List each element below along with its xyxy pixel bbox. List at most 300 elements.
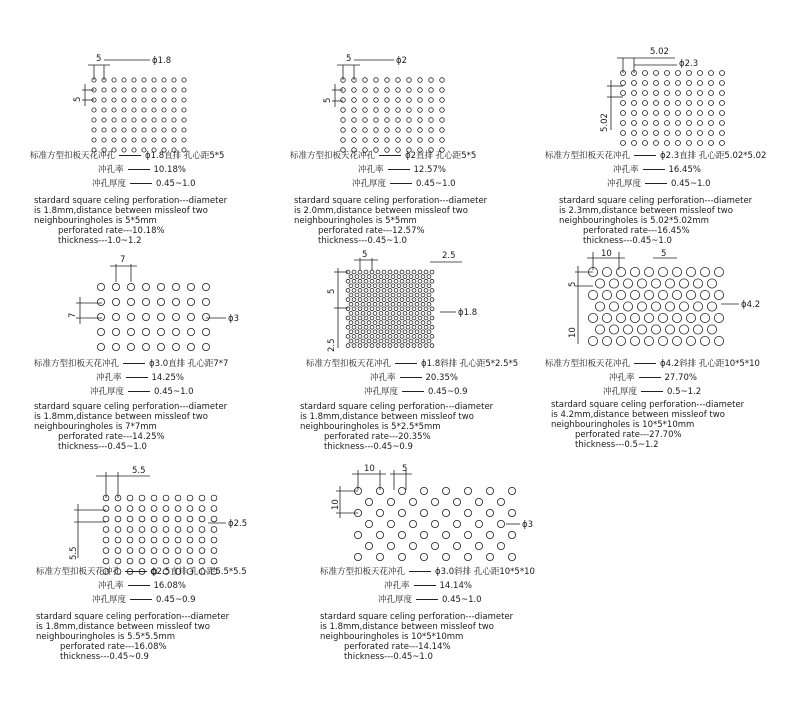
perforation-hole <box>595 279 604 288</box>
perforation-hole <box>388 316 392 320</box>
perforation-hole <box>370 289 374 293</box>
thick-label-7: 冲孔厚度 <box>92 595 127 605</box>
perforation-hole <box>693 279 702 288</box>
spec-value-7: ϕ2.5直排 孔心距5.5*5.5 <box>151 567 247 577</box>
description-3 <box>559 196 795 246</box>
perforation-hole <box>412 289 416 293</box>
thick-value-7: 0.45~0.9 <box>156 595 196 605</box>
rate-value-8: 14.14% <box>439 581 472 591</box>
perforation-hole <box>122 128 126 132</box>
perforation-hole <box>396 78 401 83</box>
desc-line3-8: neighbouringholes is 10*5*10mm <box>320 632 464 642</box>
rate-label-5: 冲孔率 <box>370 373 396 383</box>
perforation-hole <box>187 495 193 501</box>
perforation-hole <box>429 108 434 113</box>
perforation-hole <box>187 537 193 543</box>
perforation-hole <box>407 138 412 143</box>
pitch-label-v-4: 7 <box>68 312 78 318</box>
perforation-hole <box>182 138 186 142</box>
perforation-hole <box>385 88 390 93</box>
perforation-hole <box>382 344 386 348</box>
perforation-hole <box>429 118 434 123</box>
desc-line1-3: stardard square celing perforation---diameter <box>559 196 753 206</box>
perforation-hole <box>211 527 217 533</box>
perforation-hole <box>609 325 618 334</box>
perforation-hole <box>142 283 149 290</box>
perforation-hole <box>112 343 119 350</box>
perforation-hole <box>127 527 133 533</box>
perforation-hole <box>163 516 169 522</box>
perforation-hole <box>654 91 659 96</box>
hole-grid-6 <box>588 267 723 345</box>
perforation-hole <box>406 279 410 283</box>
perforation-hole <box>412 270 416 274</box>
perforation-hole <box>199 548 205 554</box>
perforation-hole <box>621 91 626 96</box>
perforation-hole <box>658 290 667 299</box>
perforation-hole <box>400 316 404 320</box>
perforation-hole <box>665 141 670 146</box>
perforation-hole <box>388 344 392 348</box>
perforation-hole <box>163 506 169 512</box>
panel-8 <box>320 462 570 692</box>
perforation-hole <box>376 325 380 329</box>
hole-grid-3 <box>621 71 725 146</box>
perforation-hole <box>623 279 632 288</box>
perforation-hole <box>398 509 405 516</box>
perforation-hole <box>497 520 504 527</box>
perforation-hole <box>385 302 389 306</box>
perforation-hole <box>112 313 119 320</box>
hole-grid-7 <box>103 495 217 574</box>
perforation-hole <box>424 335 428 339</box>
perforation-hole <box>142 88 146 92</box>
perforation-hole <box>341 98 346 103</box>
perforation-hole <box>602 336 611 345</box>
perforation-hole <box>127 343 134 350</box>
perforation-hole <box>374 138 379 143</box>
rate-label-7: 冲孔率 <box>98 581 124 591</box>
desc-line1-6: stardard square celing perforation---diameter <box>551 400 745 410</box>
perforation-hole <box>486 553 493 560</box>
perforation-hole <box>637 302 646 311</box>
perforation-hole <box>430 335 434 339</box>
perforation-hole <box>349 312 353 316</box>
perforation-hole <box>709 121 714 126</box>
pitch-label-h2-6: 5 <box>661 249 667 259</box>
pitch-label-v-3: 5.02 <box>600 113 610 132</box>
pitch-label-h-2: 5 <box>346 54 352 64</box>
thick-label-5: 冲孔厚度 <box>364 387 399 397</box>
thick-value-1: 0.45~1.0 <box>156 179 196 189</box>
perforation-hole <box>396 88 401 93</box>
perforation-hole <box>400 279 404 283</box>
perforation-hole <box>182 78 186 82</box>
perforation-hole <box>403 330 407 334</box>
perforation-hole <box>97 298 104 305</box>
perforation-hole <box>388 298 392 302</box>
desc-line2-2: is 2.0mm,distance between missleof two <box>294 206 468 216</box>
perforation-hole <box>672 267 681 276</box>
desc-thick-3: thickness---0.45~1.0 <box>583 236 672 246</box>
perforation-hole <box>162 138 166 142</box>
perforation-hole <box>379 312 383 316</box>
perforation-hole <box>352 335 356 339</box>
perforation-hole <box>698 91 703 96</box>
perforation-hole <box>453 542 460 549</box>
perforation-hole <box>403 284 407 288</box>
perforation-hole <box>394 279 398 283</box>
diameter-label-1: ϕ1.8 <box>152 56 172 66</box>
perforation-hole <box>349 284 353 288</box>
perforation-hole <box>132 78 136 82</box>
pitch-label-v2-5: 2.5 <box>327 338 337 352</box>
perforation-hole <box>364 307 368 311</box>
perforation-hole <box>651 325 660 334</box>
perforation-hole <box>409 293 413 297</box>
perforation-hole <box>709 71 714 76</box>
perforation-hole <box>409 330 413 334</box>
perforation-hole <box>349 339 353 343</box>
rate-value-2: 12.57% <box>413 165 446 175</box>
perforation-hole <box>658 313 667 322</box>
perforation-hole <box>396 128 401 133</box>
perforation-hole <box>429 98 434 103</box>
thick-label-1: 冲孔厚度 <box>92 179 127 189</box>
perforation-hole <box>163 495 169 501</box>
perforation-hole <box>352 138 357 143</box>
perforation-hole <box>632 111 637 116</box>
perforation-hole <box>409 284 413 288</box>
perforation-hole <box>665 71 670 76</box>
perforation-hole <box>370 335 374 339</box>
perforation-hole <box>415 339 419 343</box>
perforation-hole <box>686 336 695 345</box>
perforation-hole <box>157 298 164 305</box>
perforation-hole <box>162 128 166 132</box>
perforation-hole <box>424 316 428 320</box>
perforation-hole <box>391 293 395 297</box>
thick-value-5: 0.45~0.9 <box>428 387 468 397</box>
desc-thick-4: thickness---0.45~1.0 <box>58 442 147 452</box>
perforation-hole <box>707 302 716 311</box>
perforation-hole <box>427 275 431 279</box>
perforation-hole <box>394 325 398 329</box>
perforation-hole <box>407 98 412 103</box>
perforation-hole <box>409 520 416 527</box>
perforation-hole <box>382 316 386 320</box>
spec-block-6 <box>545 358 795 398</box>
perforation-hole <box>374 128 379 133</box>
perforation-hole <box>654 141 659 146</box>
perforation-hole <box>676 71 681 76</box>
desc-rate-3: perforated rate---16.45% <box>583 226 690 236</box>
perforation-hole <box>346 298 350 302</box>
perforation-hole <box>349 321 353 325</box>
perforation-hole <box>430 307 434 311</box>
hole-grid-5 <box>346 270 434 347</box>
description-5 <box>300 402 550 452</box>
perforation-hole <box>403 312 407 316</box>
perforation-hole <box>97 283 104 290</box>
perforation-hole <box>687 121 692 126</box>
perforation-hole <box>407 118 412 123</box>
perforation-hole <box>102 138 106 142</box>
perforation-hole <box>361 312 365 316</box>
perforation-hole <box>162 108 166 112</box>
perforation-hole <box>376 553 383 560</box>
rate-value-6: 27.70% <box>664 373 697 383</box>
perforation-hole <box>142 298 149 305</box>
perforation-hole <box>349 330 353 334</box>
perforation-hole <box>676 111 681 116</box>
perforation-hole <box>421 275 425 279</box>
perforation-hole <box>370 316 374 320</box>
perforation-hole <box>431 498 438 505</box>
perforation-hole <box>409 542 416 549</box>
perforation-hole <box>595 325 604 334</box>
perforation-hole <box>358 325 362 329</box>
perforation-hole <box>714 313 723 322</box>
perforation-hole <box>163 558 169 564</box>
perforation-hole <box>358 298 362 302</box>
perforation-hole <box>97 313 104 320</box>
perforation-hole <box>394 289 398 293</box>
perforation-hole <box>679 302 688 311</box>
perforation-hole <box>103 527 109 533</box>
perforation-hole <box>424 270 428 274</box>
perforation-hole <box>453 520 460 527</box>
perforation-hole <box>142 98 146 102</box>
perforation-hole <box>400 270 404 274</box>
perforation-hole <box>643 131 648 136</box>
perforation-diagram-3 <box>545 40 795 150</box>
perforation-hole <box>352 128 357 133</box>
perforation-hole <box>707 279 716 288</box>
perforation-hole <box>687 141 692 146</box>
perforation-hole <box>346 316 350 320</box>
perforation-hole <box>475 542 482 549</box>
perforation-hole <box>391 284 395 288</box>
perforation-hole <box>127 548 133 554</box>
perforation-hole <box>199 516 205 522</box>
perforation-hole <box>429 138 434 143</box>
perforation-hole <box>373 302 377 306</box>
perforation-hole <box>720 131 725 136</box>
perforation-hole <box>665 131 670 136</box>
perforation-hole <box>632 91 637 96</box>
perforation-hole <box>621 121 626 126</box>
perforation-hole <box>616 313 625 322</box>
perforation-hole <box>720 101 725 106</box>
desc-line1-1: stardard square celing perforation---diameter <box>34 196 228 206</box>
thick-value-6: 0.5~1.2 <box>667 387 702 397</box>
perforation-hole <box>412 344 416 348</box>
perforation-hole <box>412 298 416 302</box>
perforation-hole <box>654 101 659 106</box>
perforation-hole <box>396 118 401 123</box>
perforation-hole <box>693 302 702 311</box>
perforation-hole <box>616 336 625 345</box>
perforation-hole <box>397 284 401 288</box>
perforation-hole <box>424 289 428 293</box>
perforation-hole <box>374 108 379 113</box>
perforation-hole <box>142 138 146 142</box>
perforation-hole <box>103 537 109 543</box>
perforation-hole <box>346 335 350 339</box>
perforation-hole <box>355 339 359 343</box>
perforation-hole <box>202 298 209 305</box>
perforation-hole <box>382 289 386 293</box>
perforation-hole <box>132 118 136 122</box>
panel-2 <box>290 40 540 270</box>
perforation-hole <box>361 293 365 297</box>
perforation-hole <box>427 330 431 334</box>
perforation-hole <box>370 279 374 283</box>
perforation-hole <box>376 279 380 283</box>
spec-block-3 <box>545 150 795 190</box>
desc-line2-7: is 1.8mm,distance between missleof two <box>36 622 210 632</box>
rate-value-7: 16.08% <box>153 581 186 591</box>
desc-rate-8: perforated rate---14.14% <box>344 642 451 652</box>
perforation-hole <box>142 328 149 335</box>
perforation-hole <box>418 98 423 103</box>
thick-label-2: 冲孔厚度 <box>352 179 387 189</box>
perforation-hole <box>388 307 392 311</box>
perforation-hole <box>361 302 365 306</box>
perforation-hole <box>654 71 659 76</box>
rate-label-3: 冲孔率 <box>613 165 639 175</box>
perforation-hole <box>398 553 405 560</box>
desc-line1-2: stardard square celing perforation---diameter <box>294 196 488 206</box>
perforation-hole <box>142 118 146 122</box>
perforation-hole <box>182 98 186 102</box>
perforation-hole <box>420 487 427 494</box>
perforation-hole <box>385 275 389 279</box>
panel-4 <box>30 250 280 480</box>
perforation-hole <box>407 78 412 83</box>
perforation-hole <box>363 98 368 103</box>
perforation-hole <box>637 279 646 288</box>
desc-line3-3: neighbouringholes is 5.02*5.02mm <box>559 216 709 226</box>
perforation-hole <box>412 335 416 339</box>
perforation-hole <box>700 290 709 299</box>
perforation-hole <box>142 78 146 82</box>
perforation-hole <box>187 548 193 554</box>
perforation-hole <box>698 141 703 146</box>
perforation-hole <box>394 335 398 339</box>
perforation-hole <box>354 553 361 560</box>
perforation-hole <box>364 335 368 339</box>
perforation-hole <box>644 267 653 276</box>
perforation-hole <box>151 506 157 512</box>
desc-rate-5: perforated rate---20.35% <box>324 432 431 442</box>
perforation-hole <box>427 293 431 297</box>
perforation-hole <box>394 307 398 311</box>
perforation-hole <box>355 330 359 334</box>
perforation-hole <box>418 289 422 293</box>
perforation-hole <box>97 343 104 350</box>
perforation-diagram-8 <box>320 462 570 567</box>
perforation-hole <box>151 495 157 501</box>
perforation-hole <box>122 78 126 82</box>
perforation-hole <box>157 283 164 290</box>
perforation-hole <box>370 270 374 274</box>
perforation-hole <box>385 78 390 83</box>
perforation-hole <box>486 487 493 494</box>
perforation-hole <box>199 527 205 533</box>
perforation-hole <box>370 298 374 302</box>
perforation-hole <box>403 302 407 306</box>
perforation-hole <box>211 558 217 564</box>
perforation-hole <box>672 336 681 345</box>
perforation-hole <box>142 343 149 350</box>
desc-thick-8: thickness---0.45~1.0 <box>344 652 433 662</box>
perforation-hole <box>162 98 166 102</box>
panel-1 <box>30 40 280 270</box>
perforation-hole <box>687 111 692 116</box>
perforation-hole <box>676 101 681 106</box>
perforation-hole <box>115 548 121 554</box>
perforation-hole <box>175 506 181 512</box>
spec-block-4 <box>30 358 280 398</box>
perforation-hole <box>720 81 725 86</box>
perforation-hole <box>367 339 371 343</box>
perforation-hole <box>373 312 377 316</box>
spec-block-7 <box>36 566 290 606</box>
pitch-label-h2-5: 2.5 <box>442 251 456 261</box>
perforation-hole <box>175 548 181 554</box>
perforation-hole <box>132 88 136 92</box>
perforation-hole <box>430 325 434 329</box>
perforation-hole <box>162 88 166 92</box>
perforation-hole <box>453 498 460 505</box>
perforation-hole <box>346 279 350 283</box>
perforation-hole <box>358 279 362 283</box>
perforation-hole <box>370 344 374 348</box>
perforation-hole <box>352 88 357 93</box>
perforation-hole <box>187 558 193 564</box>
perforation-hole <box>382 307 386 311</box>
perforation-hole <box>430 279 434 283</box>
perforation-hole <box>162 78 166 82</box>
spec-value-2: ϕ2直排 孔心距5*5 <box>405 151 477 161</box>
perforation-hole <box>152 138 156 142</box>
diameter-label-2: ϕ2 <box>396 56 408 66</box>
desc-rate-2: perforated rate---12.57% <box>318 226 425 236</box>
thick-value-8: 0.45~1.0 <box>442 595 482 605</box>
perforation-hole <box>385 284 389 288</box>
pitch-label-h-6: 10 <box>601 249 612 259</box>
perforation-hole <box>409 275 413 279</box>
perforation-hole <box>630 267 639 276</box>
perforation-hole <box>442 553 449 560</box>
perforation-hole <box>415 302 419 306</box>
perforation-hole <box>418 78 423 83</box>
spec-value-3: ϕ2.3直排 孔心距5.02*5.02 <box>660 151 767 161</box>
perforation-hole <box>182 88 186 92</box>
perforation-hole <box>97 328 104 335</box>
perforation-hole <box>424 298 428 302</box>
perforation-hole <box>151 558 157 564</box>
spec-block-1 <box>30 150 280 190</box>
perforation-hole <box>686 313 695 322</box>
rate-label-8: 冲孔率 <box>384 581 410 591</box>
perforation-hole <box>382 335 386 339</box>
perforation-hole <box>412 316 416 320</box>
perforation-hole <box>430 344 434 348</box>
perforation-hole <box>616 267 625 276</box>
